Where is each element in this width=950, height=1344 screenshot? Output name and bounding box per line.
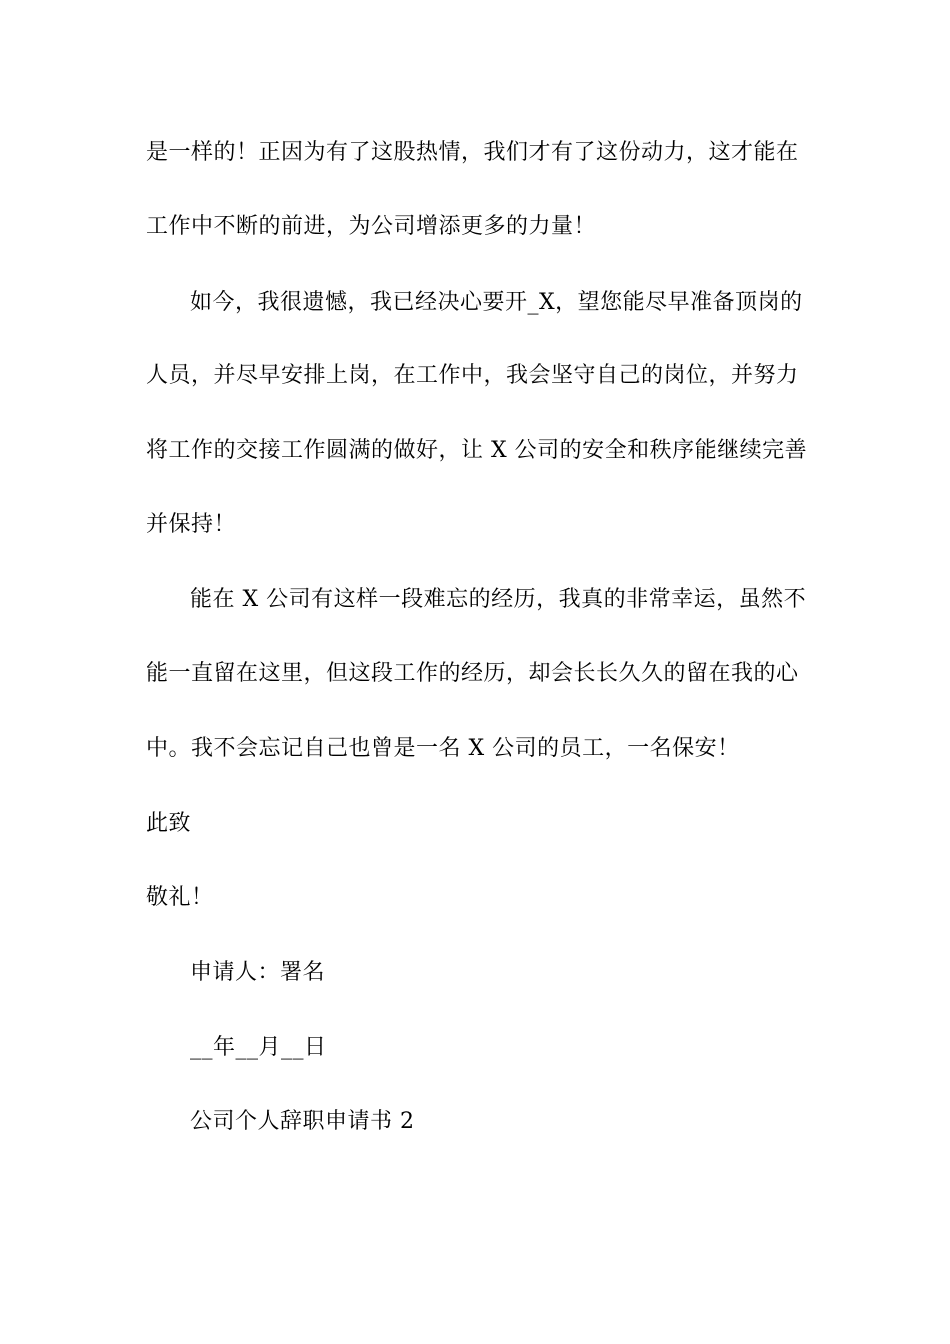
applicant-signature: 申请人：署名 bbox=[190, 960, 326, 985]
paragraph-line-3: 如今，我很遗憾，我已经决心要开_X，望您能尽早准备顶岗的 bbox=[190, 290, 803, 315]
paragraph-line-6: 并保持！ bbox=[146, 512, 237, 537]
closing-line-2: 敬礼！ bbox=[146, 885, 214, 910]
closing-line-1: 此致 bbox=[146, 811, 192, 836]
date-line: __年__月__日 bbox=[190, 1035, 327, 1060]
paragraph-line-2: 工作中不断的前进，为公司增添更多的力量！ bbox=[146, 214, 597, 239]
paragraph-line-7: 能在 X 公司有这样一段难忘的经历，我真的非常幸运，虽然不 bbox=[190, 587, 807, 612]
paragraph-line-9: 中。我不会忘记自己也曾是一名 X 公司的员工，一名保安！ bbox=[146, 736, 740, 761]
next-section-title: 公司个人辞职申请书 2 bbox=[190, 1109, 415, 1134]
paragraph-line-5: 将工作的交接工作圆满的做好，让 X 公司的安全和秩序能继续完善 bbox=[146, 438, 808, 463]
paragraph-line-8: 能一直留在这里，但这段工作的经历，却会长长久久的留在我的心 bbox=[146, 661, 799, 686]
paragraph-line-4: 人员，并尽早安排上岗，在工作中，我会坚守自己的岗位，并努力 bbox=[146, 363, 799, 388]
paragraph-line-1: 是一样的！正因为有了这股热情，我们才有了这份动力，这才能在 bbox=[146, 140, 799, 165]
